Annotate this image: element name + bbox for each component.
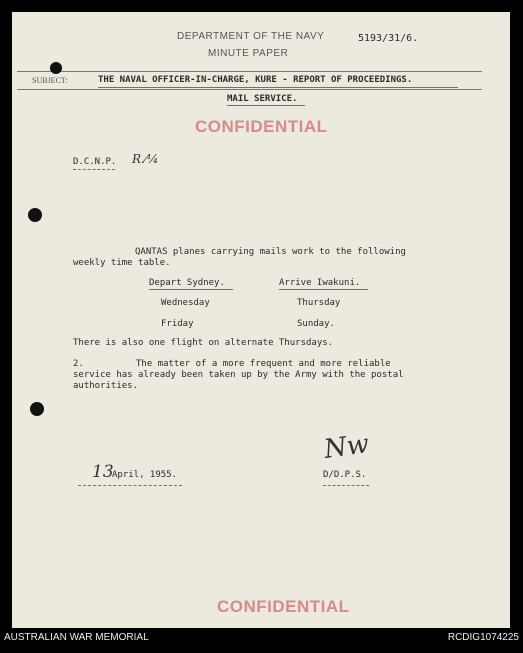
timetable-header-arrive-underline bbox=[279, 289, 368, 290]
confidential-stamp-top: CONFIDENTIAL bbox=[195, 117, 328, 136]
confidential-stamp-bottom: CONFIDENTIAL bbox=[217, 597, 350, 616]
handwritten-initials: Nw bbox=[322, 429, 371, 465]
punch-hole-middle bbox=[28, 208, 42, 222]
date-underline bbox=[78, 485, 182, 486]
subject-top-rule bbox=[17, 71, 482, 72]
footer-record-id: RCDIG1074225 bbox=[447, 632, 519, 643]
paragraph-2-line-3: authorities. bbox=[73, 381, 139, 391]
footer-institution: AUSTRALIAN WAR MEMORIAL bbox=[4, 632, 149, 643]
alternate-flight-line: There is also one flight on alternate Thursdays. bbox=[73, 338, 334, 348]
signatory-office: D/D.P.S. bbox=[323, 470, 367, 480]
date-text: April, 1955. bbox=[112, 470, 178, 480]
timetable-header-depart: Depart Sydney. bbox=[149, 278, 225, 288]
paragraph-1-line-2: weekly time table. bbox=[73, 258, 171, 268]
signatory-underline bbox=[323, 485, 369, 486]
timetable-depart-day-2: Friday bbox=[161, 319, 194, 329]
subject-bottom-rule bbox=[17, 89, 482, 90]
subject-line-1: THE NAVAL OFFICER-IN-CHARGE, KURE - REPORT OF PROCEEDINGS. bbox=[98, 75, 413, 85]
subject-underline-1 bbox=[98, 87, 458, 88]
punch-hole-top bbox=[50, 62, 62, 74]
punch-hole-bottom bbox=[30, 402, 44, 416]
minute-paper-heading: MINUTE PAPER bbox=[208, 48, 289, 59]
paragraph-2-line-2: service has already been taken up by the Army with the postal bbox=[73, 370, 404, 380]
addressee-underline bbox=[73, 169, 115, 170]
timetable-header-arrive: Arrive Iwakuni. bbox=[279, 278, 361, 288]
file-number: 5193/31/6. bbox=[358, 33, 419, 44]
subject-line-2: MAIL SERVICE. bbox=[227, 94, 298, 104]
timetable-arrive-day-2: Sunday. bbox=[297, 319, 335, 329]
paragraph-2-number: 2. bbox=[73, 359, 84, 369]
addressee-handwritten-note: R.⁄¼ bbox=[132, 152, 159, 166]
timetable-arrive-day-1: Thursday bbox=[297, 298, 341, 308]
subject-label: SUBJECT: bbox=[32, 76, 68, 85]
timetable-header-depart-underline bbox=[149, 289, 233, 290]
date-day-handwritten: 13 bbox=[92, 462, 114, 482]
addressee: D.C.N.P. bbox=[73, 157, 117, 167]
department-heading: DEPARTMENT OF THE NAVY bbox=[177, 31, 325, 42]
paragraph-1-line-1: QANTAS planes carrying mails work to the following bbox=[135, 247, 406, 257]
paragraph-2-line-1: The matter of a more frequent and more reliable bbox=[136, 359, 391, 369]
document-page bbox=[12, 12, 510, 628]
subject-underline-2 bbox=[227, 105, 305, 106]
timetable-depart-day-1: Wednesday bbox=[161, 298, 210, 308]
